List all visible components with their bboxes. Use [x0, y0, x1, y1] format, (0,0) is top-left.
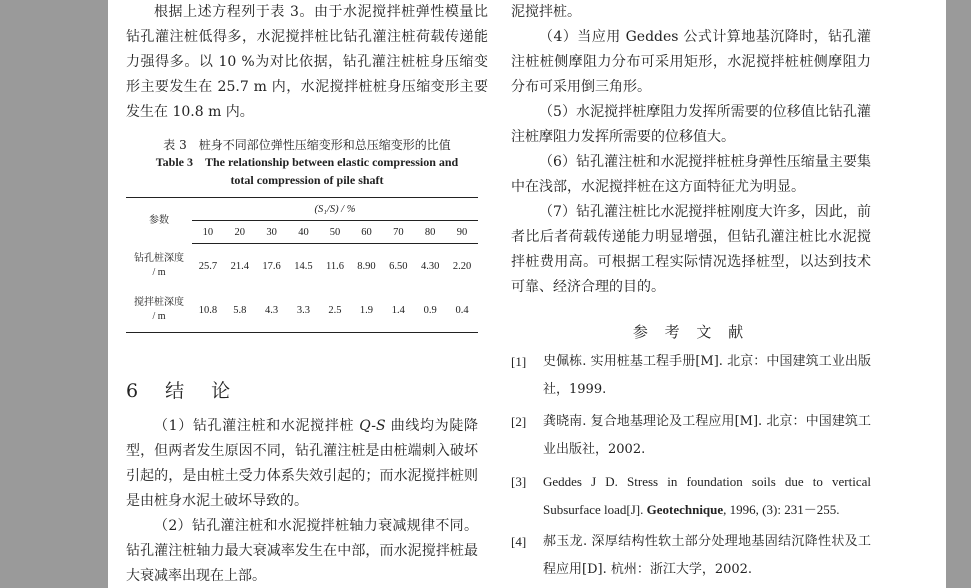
table-row: [126, 244, 478, 289]
col-header: 40: [288, 221, 320, 244]
section-title: 6 结 论: [126, 380, 235, 402]
table-cell: 17.6: [262, 260, 281, 272]
col-header: 50: [319, 221, 350, 244]
table-cell: 0.9: [423, 304, 437, 316]
paper-page: [108, 0, 946, 588]
table-caption-en-line1: Table 3 The relationship between elastic compression and: [155, 155, 459, 169]
table-cell: 1.4: [391, 304, 405, 316]
table-cell: 8.90: [357, 260, 376, 272]
table-cell: 6.50: [389, 260, 408, 272]
conclusion-5: （5）水泥搅拌桩摩阻力发挥所需要的位移值比钻孔灌注桩摩阻力发挥所需要的位移值大。: [511, 104, 871, 145]
table-cell: 5.8: [233, 304, 247, 316]
table-caption-en-line2: total compression of pile shaft: [230, 173, 384, 187]
right-column: [511, 0, 871, 584]
table-cell: 4.30: [420, 260, 440, 272]
conclusions-left: [126, 414, 478, 588]
col-header: 90: [446, 221, 478, 244]
reference-item: [3] Geddes J D. Stress in foundation soils due to vertical Subsurface load[J]. Geotechnique, 1996, (3): 231－255.: [511, 474, 871, 517]
col-header: 30: [256, 221, 288, 244]
param-header: 参数: [149, 214, 169, 226]
table-cell: 3.3: [296, 304, 311, 316]
conclusion-6: （6）钻孔灌注桩和水泥搅拌桩桩身弹性压缩量主要集中在浅部，水泥搅拌桩在这方面特征尤为明显。: [511, 154, 871, 195]
table-cell: 10.8: [198, 304, 218, 316]
row-label: 钻孔桩深度 / m: [134, 252, 184, 278]
conclusion-4: （4）当应用 Geddes 公式计算地基沉降时，钻孔灌注桩桩侧摩阻力分布可采用矩形，水泥搅拌桩桩侧摩阻力分布可采用倒三角形。: [511, 29, 871, 95]
conclusion-7: （7）钻孔灌注桩比水泥搅拌桩刚度大许多，因此，前者比后者荷载传递能力明显增强，但钻孔灌注桩比水泥搅拌桩费用高。可根据工程实际情况选择桩型，以达到技术可靠、经济合理的目的。: [511, 204, 871, 295]
paragraph-table-intro: 根据上述方程列于表 3。由于水泥搅拌桩弹性模量比钻孔灌注桩低得多，水泥搅拌桩比钻孔灌注桩荷载传递能力强得多。以 10 %为对比依据，钻孔灌注桩桩身压缩变形主要发生在 25.7 m 内，水泥搅拌桩桩身压缩变形主要发生在 10.8 m 内。: [126, 4, 488, 120]
table-cell: 25.7: [198, 260, 218, 272]
reference-item: [4] 郝玉龙. 深厚结构性软土部分处理地基固结沉降性状及工程应用[D]. 杭州：浙江大学，2002.: [511, 534, 871, 577]
table-cell: 1.9: [359, 304, 374, 316]
reference-item: [2] 龚晓南. 复合地基理论及工程应用[M]. 北京：中国建筑工业出版社，2002.: [511, 414, 871, 457]
ratio-header: (S₁/S) / %: [314, 203, 356, 215]
col-header: 20: [224, 221, 256, 244]
conclusion-2: （2）钻孔灌注桩和水泥搅拌桩轴力衰减规律不同。钻孔灌注桩轴力最大衰减率发生在中部，而水泥搅拌桩最大衰减率出现在上部。: [126, 518, 478, 584]
table-cell: 4.3: [265, 304, 279, 316]
table-3: [126, 197, 478, 333]
table-cell: 21.4: [230, 260, 249, 272]
col-header: 80: [414, 221, 446, 244]
row-label: 搅拌桩深度 / m: [134, 297, 184, 322]
references-title: 参 考 文 献: [632, 323, 750, 341]
conclusion-1: （1）钻孔灌注桩和水泥搅拌桩 Q-S 曲线均为陡降型，但两者发生原因不同，钻孔灌注桩是由桩端刺入破坏引起的，是由桩土受力体系失效引起的；而水泥搅拌桩则是由桩身水泥土破坏导致的。: [126, 418, 479, 509]
col-header: 60: [351, 221, 383, 244]
table-row: [126, 288, 478, 333]
table-cell: 2.5: [328, 304, 342, 316]
table-cell: 2.20: [452, 260, 472, 272]
table-cell: 11.6: [325, 260, 344, 272]
col-header: 70: [382, 221, 414, 244]
table-cell: 14.5: [294, 260, 313, 272]
reference-item: [1] 史佩栋. 实用桩基工程手册[M]. 北京：中国建筑工业出版社，1999.: [511, 354, 871, 397]
paragraph-continuation: 泥搅拌桩。: [511, 4, 581, 20]
table-caption-cn: 表 3 桩身不同部位弹性压缩变形和总压缩变形的比值: [163, 138, 451, 152]
table-cell: 0.4: [455, 304, 469, 316]
left-column: [126, 0, 488, 584]
col-header: 10: [192, 221, 224, 244]
